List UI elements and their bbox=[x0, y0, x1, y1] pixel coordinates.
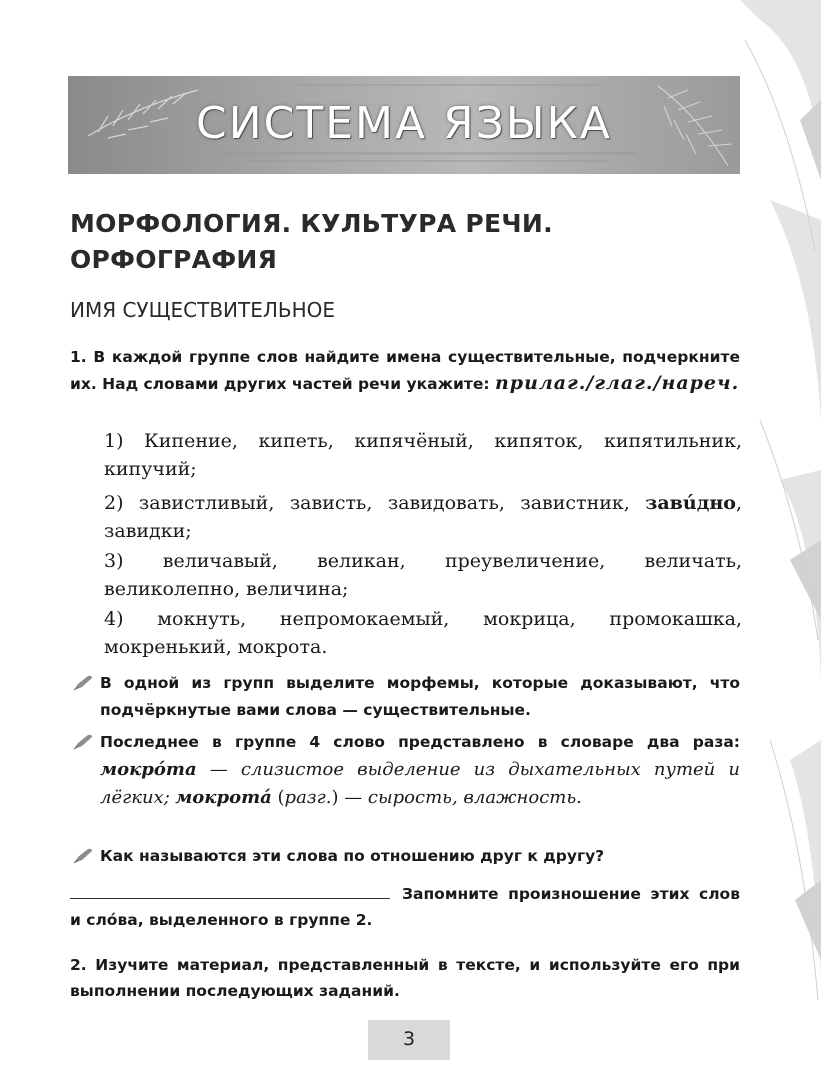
note-pronunciation-text: Запомните произношение этих слов и слóва, выделенного в группе 2. bbox=[70, 885, 740, 929]
pencil-icon bbox=[72, 674, 94, 692]
note-pronunciation bbox=[70, 881, 740, 933]
paren-open: ( bbox=[271, 787, 285, 808]
word-group-1 bbox=[70, 427, 742, 483]
word-group-2 bbox=[70, 489, 742, 545]
word-group-text-end: , завидки; bbox=[104, 492, 742, 542]
task-2: 2. Изучите материал, представленный в тексте, и используйте его при выполнении последующих заданий. bbox=[70, 956, 740, 1000]
section-banner bbox=[68, 76, 740, 174]
task-1-abbreviations: прилаг./глаг./нареч. bbox=[494, 372, 740, 394]
banner-title: СИСТЕМА ЯЗЫКА bbox=[195, 98, 613, 149]
word-group-text: 2) завистливый, зависть, завидовать, завистник, bbox=[104, 492, 630, 514]
section-title bbox=[70, 206, 630, 278]
note-dictionary-lead: Последнее в группе 4 слово представлено в словаре два раза: bbox=[100, 733, 740, 751]
note-morphemes: В одной из групп выделите морфемы, которые доказывают, что подчёркнутые вами слова — существительные. bbox=[100, 674, 740, 719]
answer-blank-line[interactable] bbox=[70, 882, 390, 899]
task-1 bbox=[70, 344, 740, 397]
paren-close: ) bbox=[331, 787, 339, 808]
dictionary-word-1: мокрóта bbox=[100, 759, 197, 780]
word-group-text: 3) величавый, великан, преувеличение, величать, великолепно, величина; bbox=[104, 550, 742, 600]
note-dictionary bbox=[100, 729, 740, 812]
dictionary-definition-2: — сырость, влажность. bbox=[338, 787, 582, 808]
note-relation-question: Как называются эти слова по отношению друг к другу? bbox=[100, 847, 605, 865]
word-group-text: 1) Кипение, кипеть, кипячёный, кипяток, кипятильник, кипучий; bbox=[104, 430, 742, 480]
page-number: 3 bbox=[402, 1028, 416, 1050]
register-label: разг. bbox=[284, 787, 332, 808]
task-1-text: 1. В каждой группе слов найдите имена существительные, подчеркните их. Над словами других частей речи укажите: bbox=[70, 348, 740, 393]
section-title-line1: МОРФОЛОГИЯ. КУЛЬТУРА РЕЧИ. bbox=[70, 209, 553, 238]
dictionary-definition-1: — слизистое выделение из дыхательных путей и лёгких; bbox=[100, 759, 740, 808]
section-title-line2: ОРФОГРАФИЯ bbox=[70, 245, 278, 274]
word-group-text: 4) мокнуть, непромокаемый, мокрица, промокашка, мокренький, мокрота. bbox=[104, 608, 742, 658]
stressed-word: завúдно bbox=[645, 492, 736, 514]
subsection-title: ИМЯ СУЩЕСТВИТЕЛЬНОЕ bbox=[70, 298, 336, 322]
word-group-4 bbox=[70, 605, 742, 661]
word-group-3 bbox=[70, 547, 742, 603]
page-number-box bbox=[368, 1020, 450, 1060]
pencil-icon bbox=[72, 847, 94, 865]
dictionary-word-2: мокротá bbox=[175, 787, 272, 808]
pencil-icon bbox=[72, 733, 94, 751]
